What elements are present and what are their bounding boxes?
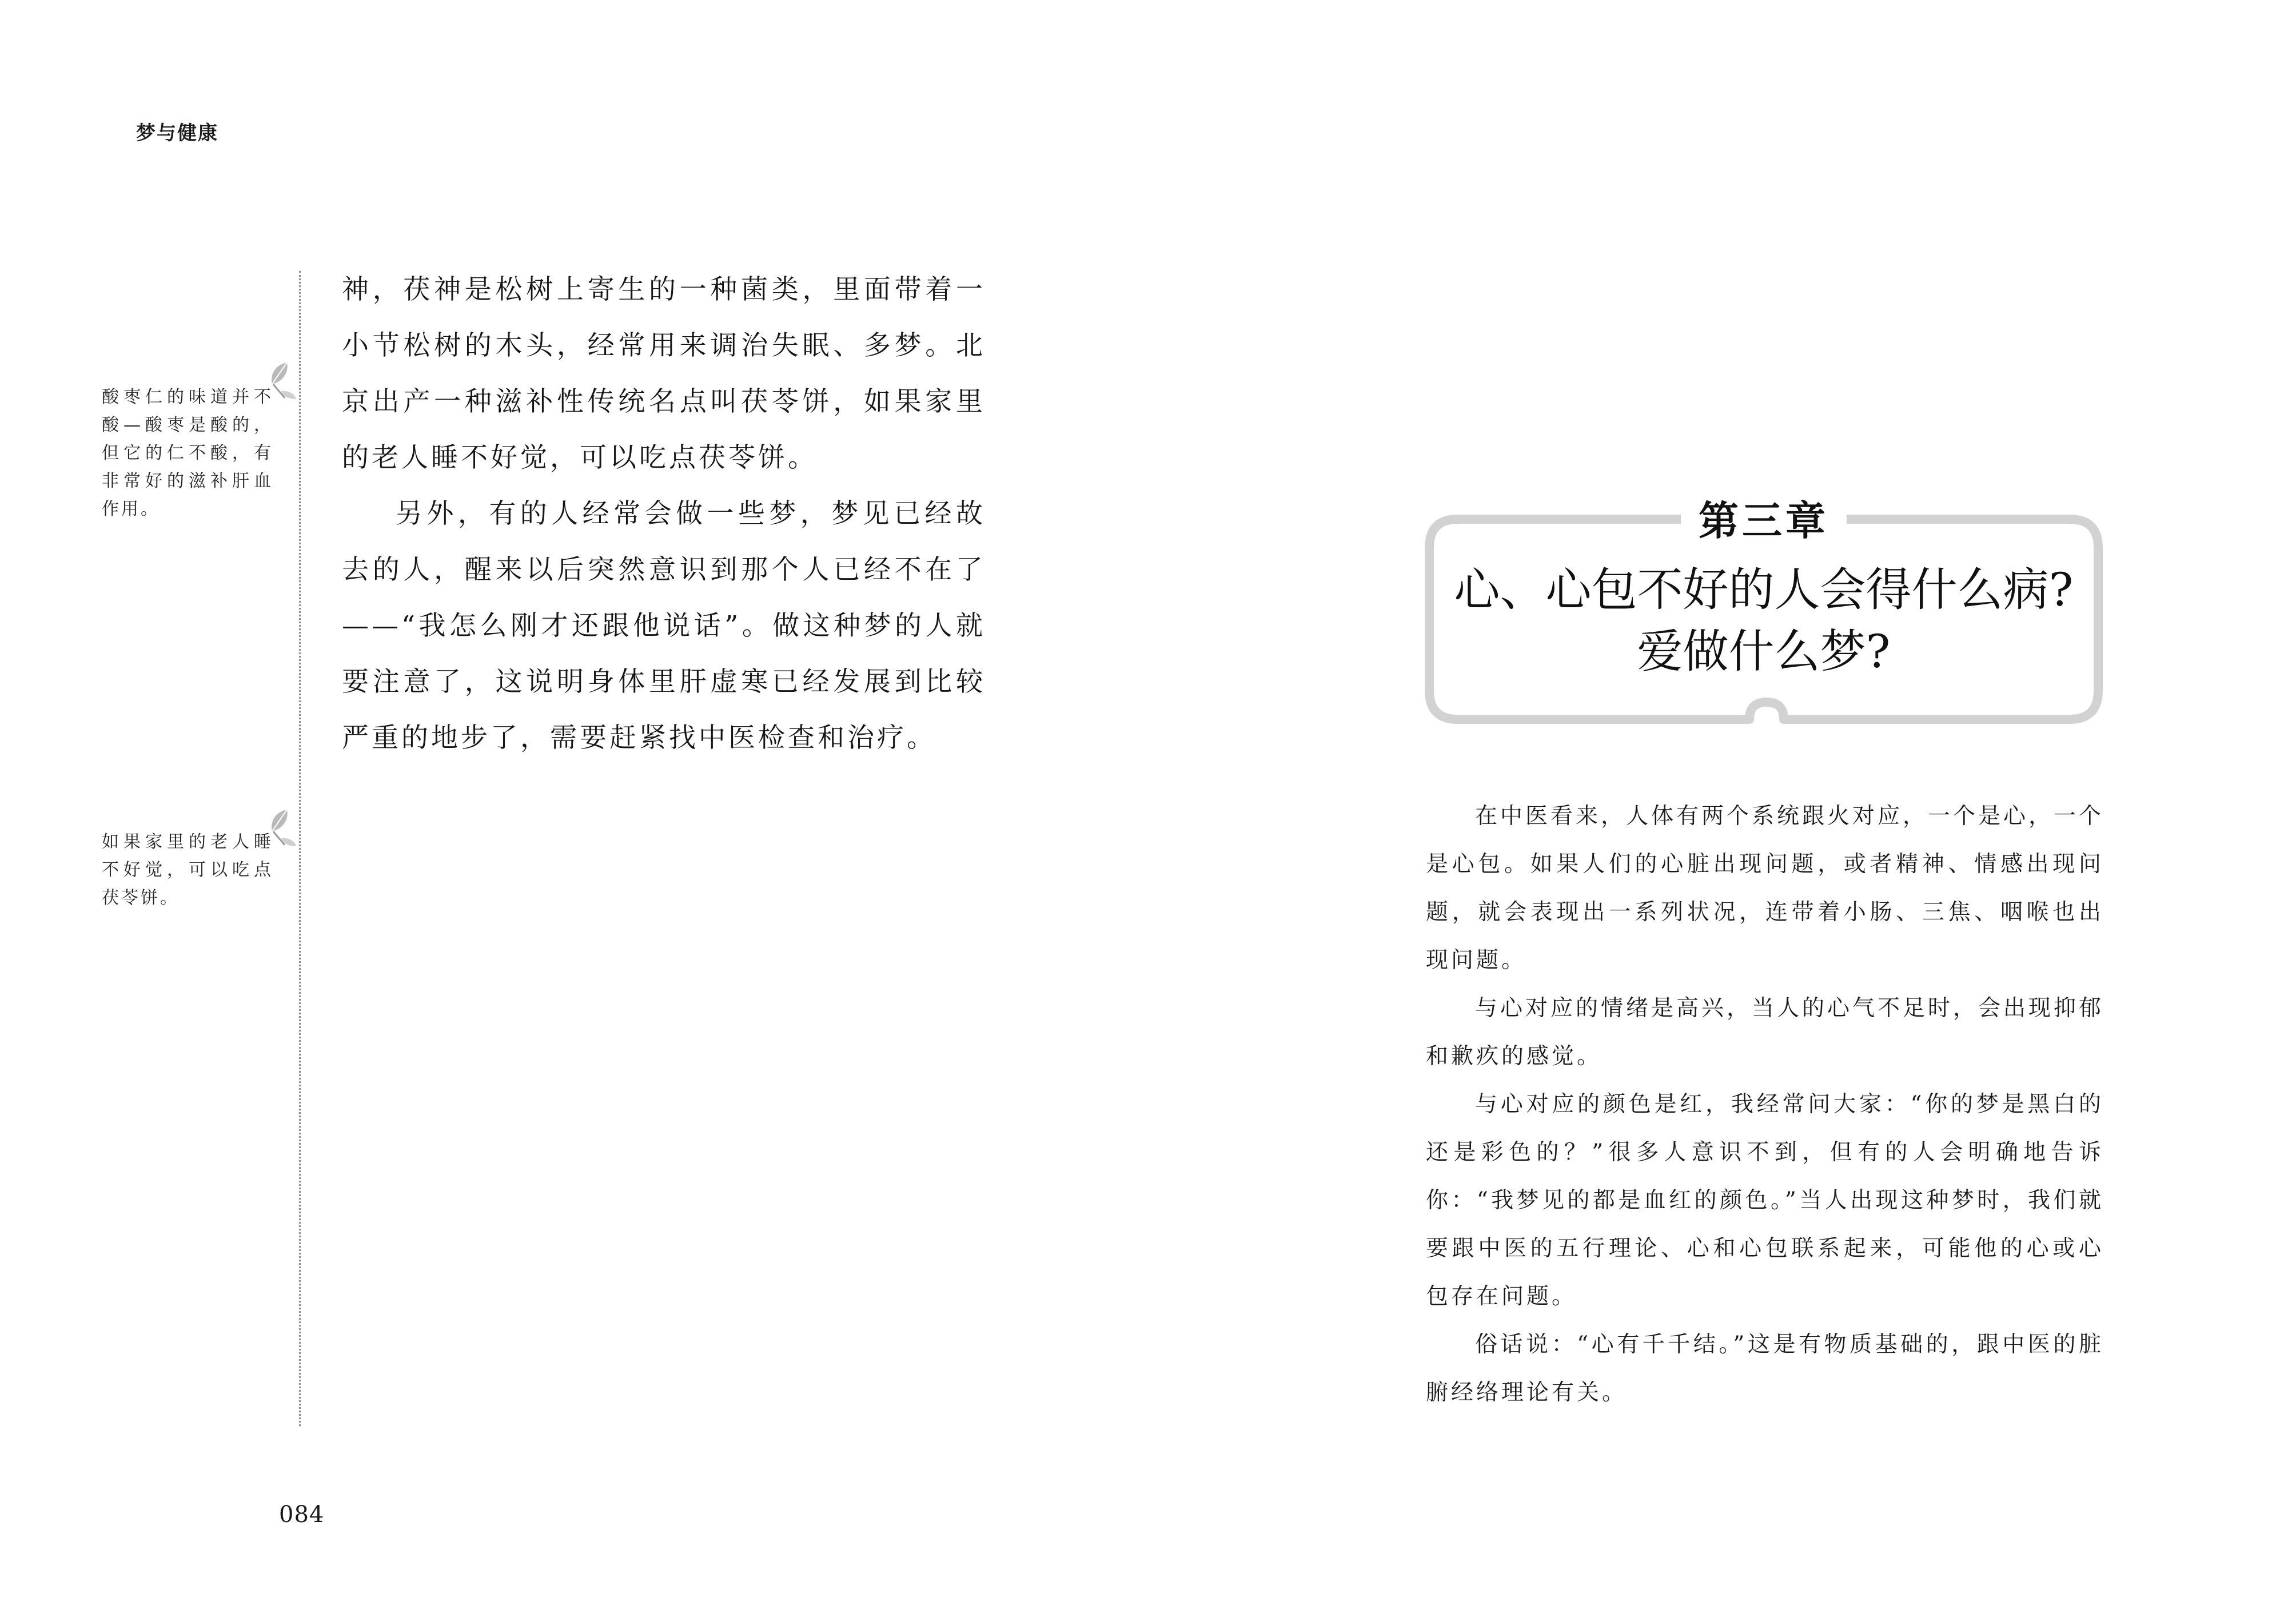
margin-divider [299,271,301,1426]
paragraph: 神，茯神是松树上寄生的一种菌类，里面带着一小节松树的木头，经常用来调治失眠、多梦。北京出产一种滋补性传统名点叫茯苓饼，如果家里的老人睡不好觉，可以吃点茯苓饼。 [342,274,986,473]
paragraph: 另外，有的人经常会做一些梦，梦见已经故去的人，醒来以后突然意识到那个人已经不在了——“我怎么刚才还跟他说话”。做这种梦的人就要注意了，这说明身体里肝虚寒已经发展到比较严重的地步了，需要赶紧找中医检查和治疗。 [342,498,986,754]
paragraph: 与心对应的情绪是高兴，当人的心气不足时，会出现抑郁和歉疚的感觉。 [1426,995,2104,1069]
chapter-title [1441,559,2087,683]
paragraph: 俗话说：“心有千千结。”这是有物质基础的，跟中医的脏腑经络理论有关。 [1426,1332,2104,1405]
running-head: 梦与健康 [136,122,218,145]
paragraph: 在中医看来，人体有两个系统跟火对应，一个是心，一个是心包。如果人们的心脏出现问题，或者精神、情感出现问题，就会表现出一系列状况，连带着小肠、三焦、咽喉也出现问题。 [1426,803,2104,973]
page-number: 084 [279,1501,325,1528]
chapter-label: 第三章 [1681,495,1847,547]
paragraph: 与心对应的颜色是红，我经常问大家：“你的梦是黑白的还是彩色的？”很多人意识不到，但有的人会明确地告诉你：“我梦见的都是血红的颜色。”当人出现这种梦时，我们就要跟中医的五行理论、心和心包联系起来，可能他的心或心包存在问题。 [1426,1092,2104,1309]
right-body-text [1426,792,2104,1417]
side-note-1: 酸枣仁的味道并不酸—酸枣是酸的，但它的仁不酸，有非常好的滋补肝血作用。 [102,387,273,519]
chapter-title-line: 心、心包不好的人会得什么病? [1454,563,2074,616]
side-note-2: 如果家里的老人睡不好觉，可以吃点茯苓饼。 [102,832,273,908]
left-body-text [342,262,986,766]
chapter-title-line: 爱做什么梦? [1637,625,1891,678]
